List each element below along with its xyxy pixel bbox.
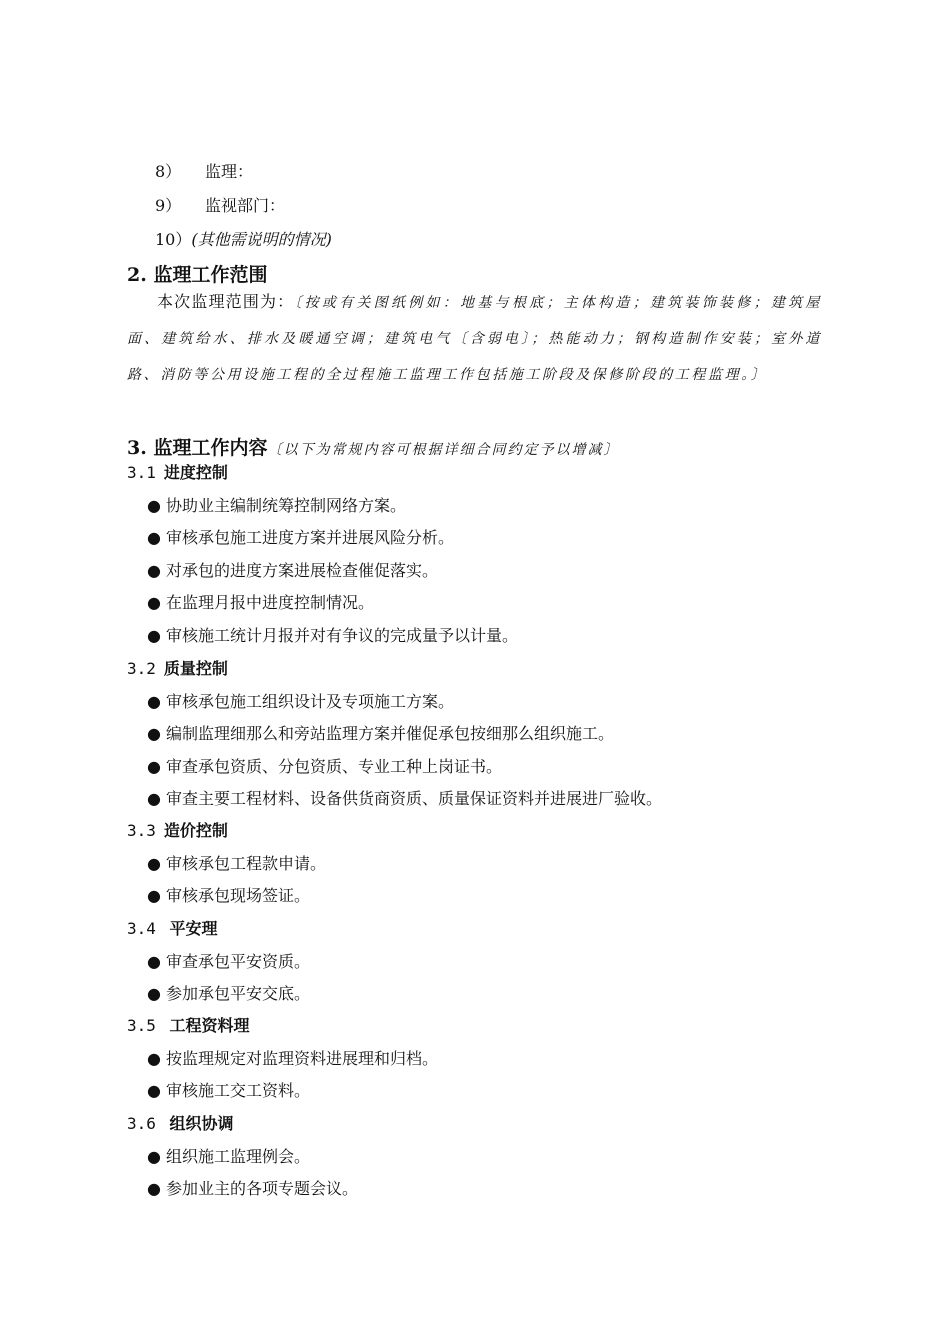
list-item-text: 在监理月报中进度控制情况。 [166,593,375,612]
list-item [147,951,310,973]
list-item [147,983,310,1005]
subsection-title: 组织协调 [163,1114,234,1133]
list-item [147,1080,310,1102]
subsection-heading-4 [127,918,217,940]
list-item [147,756,502,778]
section-2-body: 〔按或有关图纸例如：地基与根底；主体构造；建筑装饰装修；建筑屋面、建筑给水、排水及暖通空调；建筑电气〔含弱电〕；热能动力；钢构造制作安装；室外道路、消防等公用设施工程的全过程施工监理工作包括施工阶段及保修阶段的工程监理。〕 [127,295,822,383]
list-item-text: 审核承包工程款申请。 [166,854,327,873]
list-item-text: 审查承包平安资质。 [166,952,311,971]
section-3-heading [127,435,619,463]
list-item-text: 参加业主的各项专题会议。 [166,1179,359,1198]
subsection-number: 3.5 [127,1016,156,1035]
bullet-icon: ● [147,593,161,612]
list-item [147,592,374,614]
list-item-10 [155,229,332,251]
list-item-text: 参加承包平安交底。 [166,984,311,1003]
list-item [147,560,438,582]
section-2-lead: 本次监理范围为： [157,292,295,311]
section-2-title: 2. 监理工作范围 [127,264,268,286]
item-number: 8） [155,162,182,181]
section-2-paragraph [127,284,822,393]
list-item [147,625,518,647]
subsection-number: 3.3 [127,821,156,840]
list-item-text: 组织施工监理例会。 [166,1147,311,1166]
list-item-text: 按监理规定对监理资料进展理和归档。 [166,1049,439,1068]
list-item [147,1178,358,1200]
list-item [147,1146,310,1168]
bullet-icon: ● [147,496,161,515]
item-text: 监视部门： [205,196,286,215]
list-item-text: 审核承包施工组织设计及专项施工方案。 [166,692,455,711]
list-item-text: 审核承包现场签证。 [166,886,311,905]
bullet-icon: ● [147,854,161,873]
bullet-icon: ● [147,886,161,905]
item-number: 9） [155,196,182,215]
bullet-icon: ● [147,952,161,971]
subsection-title: 平安理 [163,919,218,938]
list-item-text: 编制监理细那么和旁站监理方案并催促承包按细那么组织施工。 [166,724,615,743]
bullet-icon: ● [147,1081,161,1100]
subsection-number: 3.2 [127,659,156,678]
list-item [147,691,454,713]
section-3-note: 〔以下为常规内容可根据详细合同约定予以增减〕 [267,442,620,458]
bullet-icon: ● [147,1049,161,1068]
subsection-title: 工程资料理 [163,1016,250,1035]
subsection-number: 3.6 [127,1114,156,1133]
list-item-text: 审核施工统计月报并对有争议的完成量予以计量。 [166,626,519,645]
section-3-title: 3. 监理工作内容 [127,437,268,459]
list-item [147,723,614,745]
bullet-icon: ● [147,984,161,1003]
item-number: 10） [155,230,192,249]
list-item [147,885,310,907]
bullet-icon: ● [147,1179,161,1198]
list-item-text: 审查承包资质、分包资质、专业工种上岗证书。 [166,757,503,776]
list-item-9 [155,195,285,217]
item-text: 监理： [205,162,254,181]
bullet-icon: ● [147,789,161,808]
list-item-text: 审核施工交工资料。 [166,1081,311,1100]
subsection-number: 3.4 [127,919,156,938]
list-item-text: 审查主要工程材料、设备供货商资质、质量保证资料并进展进厂验收。 [166,789,663,808]
list-item [147,788,662,810]
subsection-title: 进度控制 [163,463,228,482]
subsection-title: 造价控制 [163,821,228,840]
bullet-icon: ● [147,1147,161,1166]
list-item [147,1048,438,1070]
subsection-heading-6 [127,1113,233,1135]
subsection-title: 质量控制 [163,659,228,678]
subsection-heading-3 [127,820,228,842]
bullet-icon: ● [147,561,161,580]
item-text: (其他需说明的情况) [191,230,332,249]
subsection-heading-5 [127,1015,249,1037]
bullet-icon: ● [147,724,161,743]
subsection-heading-2 [127,658,228,680]
bullet-icon: ● [147,626,161,645]
list-item-text: 审核承包施工进度方案并进展风险分析。 [166,528,455,547]
bullet-icon: ● [147,757,161,776]
list-item-8 [155,161,253,183]
list-item-text: 对承包的进度方案进展检查催促落实。 [166,561,439,580]
bullet-icon: ● [147,692,161,711]
list-item [147,495,406,517]
list-item [147,853,326,875]
list-item [147,527,454,549]
bullet-icon: ● [147,528,161,547]
list-item-text: 协助业主编制统筹控制网络方案。 [166,496,407,515]
subsection-number: 3.1 [127,463,156,482]
subsection-heading-1 [127,462,228,484]
